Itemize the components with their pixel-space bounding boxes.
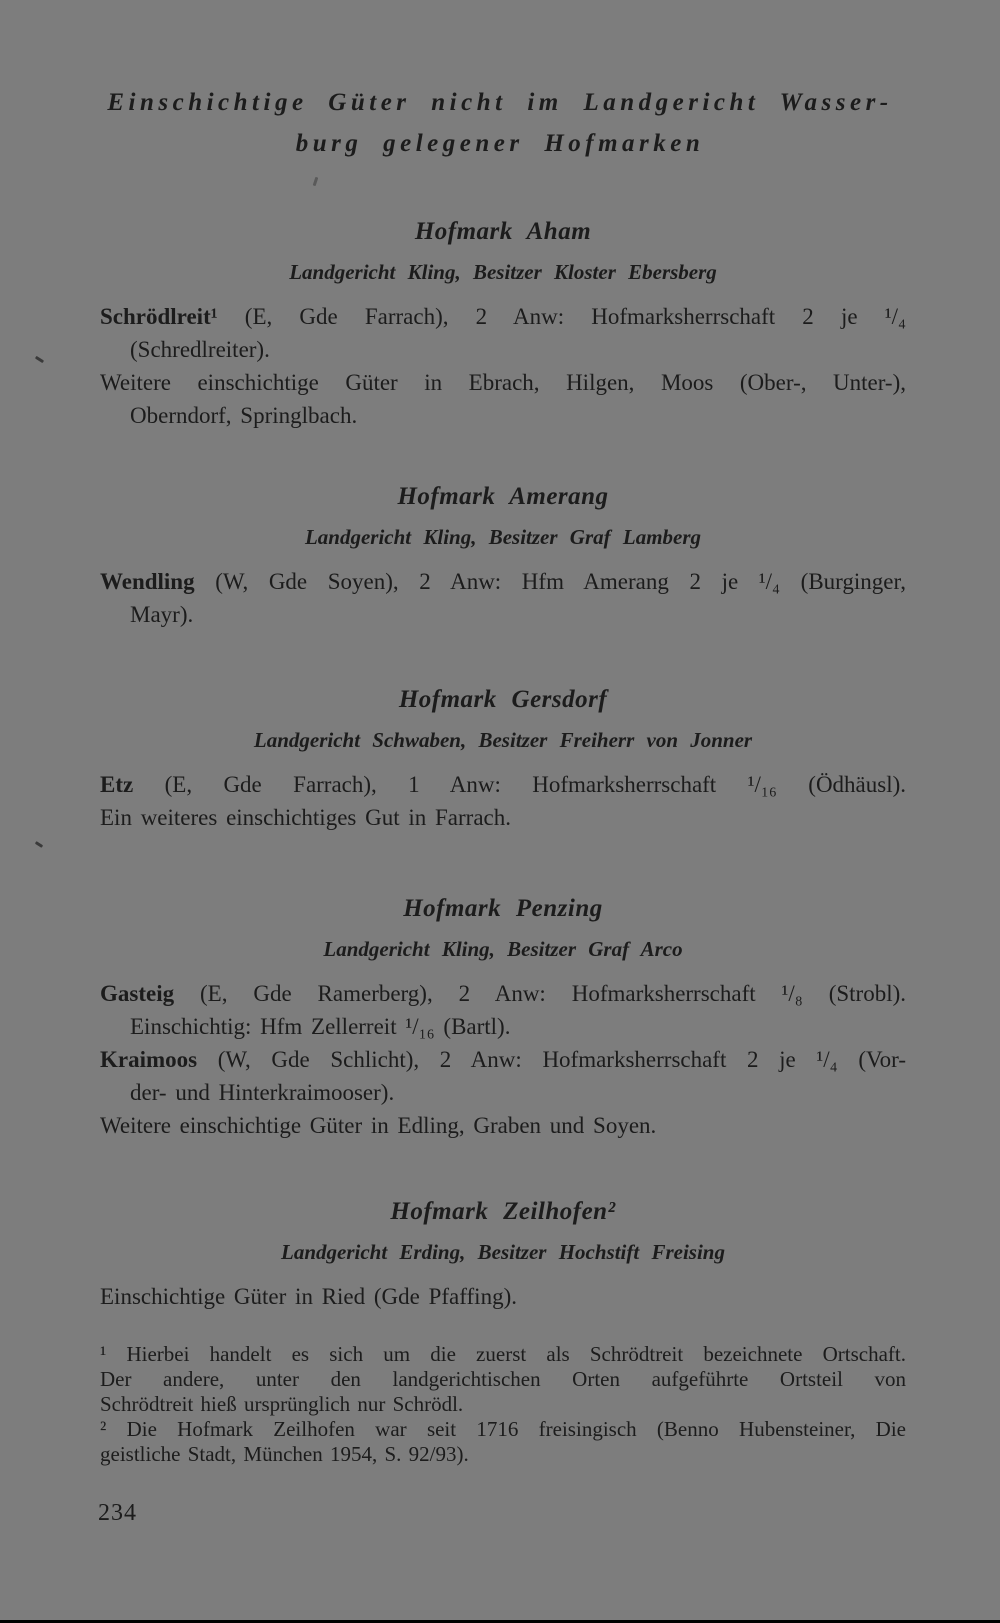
footnote-line: Schrödtreit hieß ursprünglich nur Schrödl. [100,1392,464,1416]
page-title [50,82,950,164]
line-text: (W, Gde Schlicht), 2 Anw: Hofmarksherrschaft 2 je ¹/₄ (Vor- [217,1047,906,1072]
line-text: (E, Gde Ramerberg), 2 Anw: Hofmarksherrschaft ¹/₈ (Strobl). [200,981,907,1006]
place-name: Etz [100,772,134,797]
section-gersdorf [100,682,906,834]
ink-speck [35,841,43,848]
text-line: Ein weiteres einschichtiges Gut in Farrach. [100,805,511,830]
line-text: (E, Gde Farrach), 2 Anw: Hofmarksherrschaft 2 je ¹/₄ [244,304,906,329]
footnote-line: geistliche Stadt, München 1954, S. 92/93). [100,1442,469,1466]
footnote-line: ¹ Hierbei handelt es sich um die zuerst als Schrödtreit bezeichnete Ortschaft. [100,1342,906,1366]
section-heading: Hofmark Zeilhofen² [390,1198,616,1225]
section-heading: Hofmark Amerang [397,483,609,510]
section-zeilhofen [100,1194,906,1313]
ink-speck [35,356,44,363]
text-line [100,565,906,598]
section-subheading: Landgericht Erding, Besitzer Hochstift Freising [281,1240,725,1264]
section-heading: Hofmark Aham [414,218,592,245]
page-title-line-1: Einschichtige Güter nicht im Landgericht Wasser- [107,89,893,116]
text-line [100,768,906,801]
text-line: (Schredlreiter). [130,337,270,362]
place-name: Wendling [100,569,195,594]
footnote-line: ² Die Hofmark Zeilhofen war seit 1716 freisingisch (Benno Hubensteiner, Die [100,1417,906,1441]
ink-speck [313,177,319,186]
place-name: Schrödlreit¹ [100,304,218,329]
text-line: Einschichtige Güter in Ried (Gde Pfaffing). [100,1284,517,1309]
footnote-line: Der andere, unter den landgerichtischen Orten aufgeführte Ortsteil von [100,1367,906,1391]
section-aham [100,214,906,432]
text-line [100,977,906,1010]
section-heading: Hofmark Penzing [403,895,603,922]
text-line: Mayr). [130,602,194,627]
section-subheading: Landgericht Schwaben, Besitzer Freiherr von Jonner [253,728,753,752]
page-number: 234 [98,1500,137,1526]
place-name: Gasteig [100,981,175,1006]
text-line: Einschichtig: Hfm Zellerreit ¹/₁₆ (Bartl). [130,1014,511,1039]
footnotes [100,1342,906,1467]
text-line: Weitere einschichtige Güter in Edling, Graben und Soyen. [100,1113,657,1138]
section-subheading: Landgericht Kling, Besitzer Graf Lamberg [304,525,702,549]
text-line: Oberndorf, Springlbach. [130,403,358,428]
section-heading: Hofmark Gersdorf [398,686,608,713]
section-amerang [100,479,906,631]
section-subheading: Landgericht Kling, Besitzer Kloster Ebersberg [289,260,717,284]
text-line [100,1043,906,1076]
text-line: Weitere einschichtige Güter in Ebrach, Hilgen, Moos (Ober-, Unter-), [100,370,906,395]
text-line: der- und Hinterkraimooser). [130,1080,395,1105]
line-text: (E, Gde Farrach), 1 Anw: Hofmarksherrschaft ¹/₁₆ (Ödhäusl). [164,772,907,797]
place-name: Kraimoos [100,1047,198,1072]
line-text: (W, Gde Soyen), 2 Anw: Hfm Amerang 2 je ¹/₄ (Burginger, [215,569,907,594]
page-title-line-2: burg gelegener Hofmarken [295,130,705,157]
section-penzing [100,891,906,1142]
section-subheading: Landgericht Kling, Besitzer Graf Arco [323,937,683,961]
text-line [100,300,906,333]
